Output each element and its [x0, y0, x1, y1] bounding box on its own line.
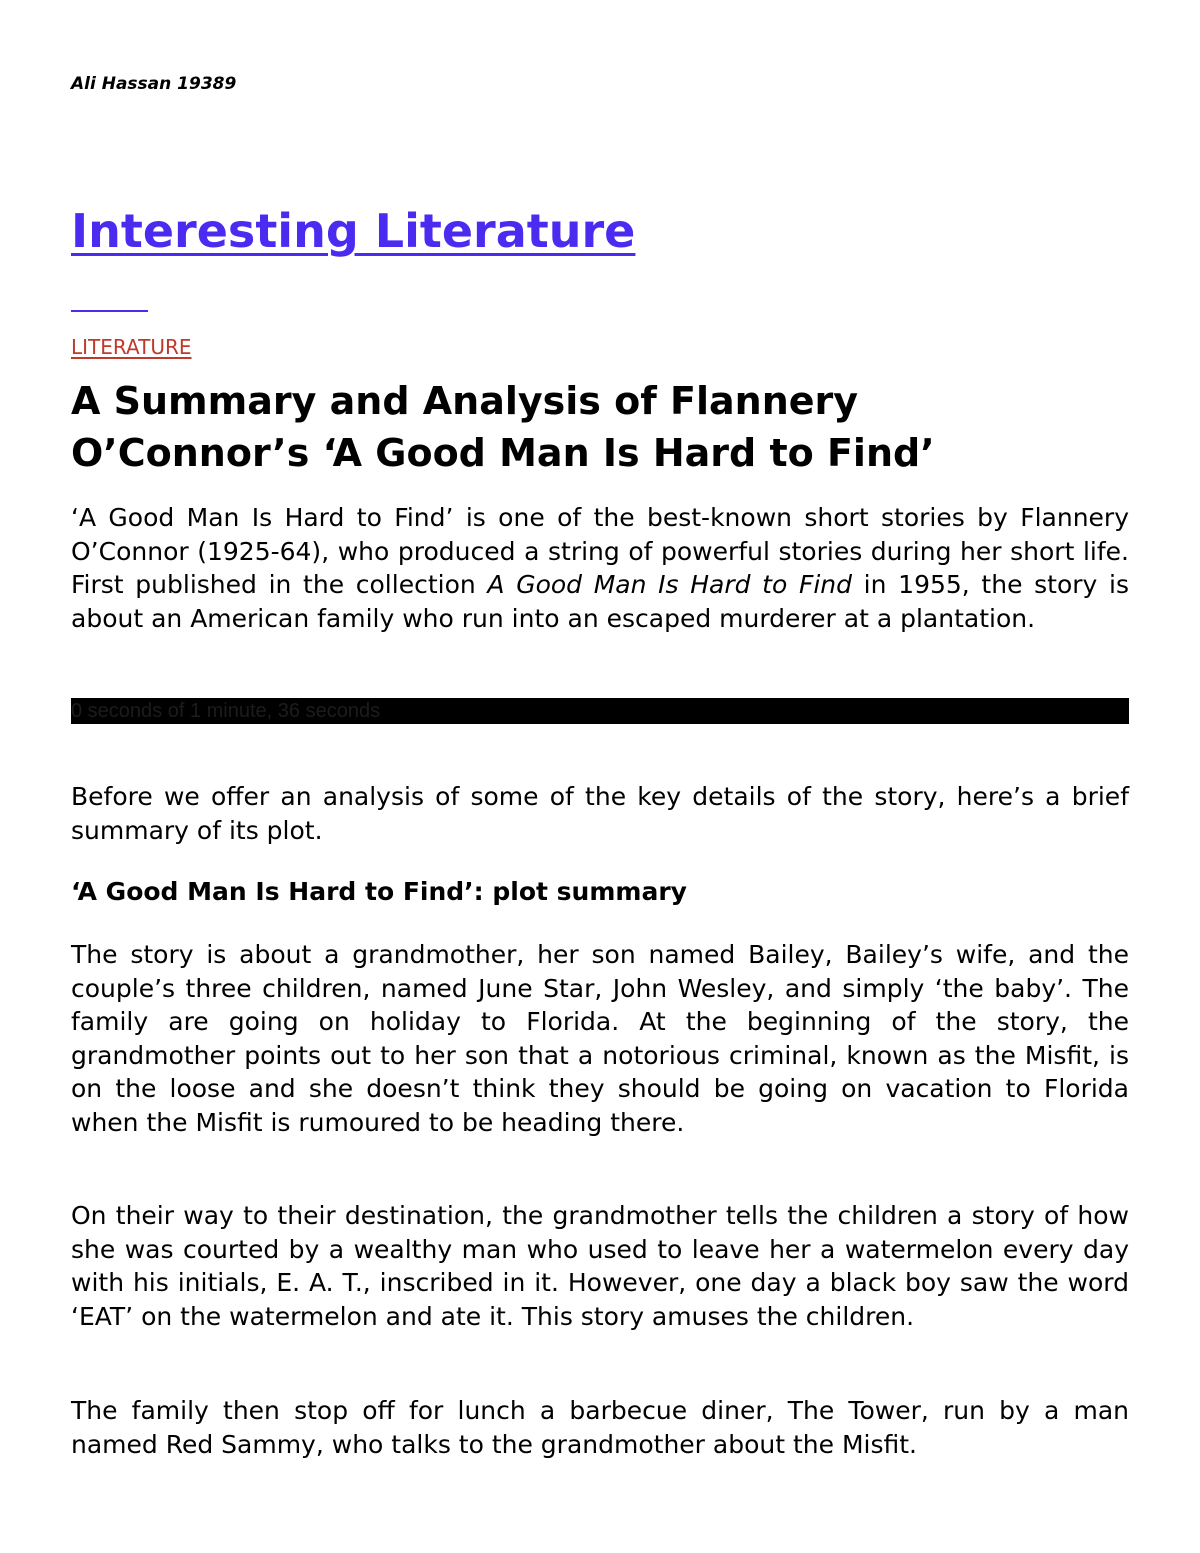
body-paragraph: The family then stop off for lunch a barbecue diner, The Tower, run by a man named Red Sammy, who talks to the grandmother about the Misfit. — [71, 1396, 1129, 1459]
intro-paragraph — [71, 501, 1129, 635]
intro-text-part-1: ‘A Good Man Is Hard to Find’ is one of the best-known short stories by Flannery O’Connor (1925-64), who produced a string of powerful stories during her short life. First published in the collection — [71, 503, 1129, 599]
collection-title: A Good Man Is Hard to Find — [487, 570, 852, 599]
article-headline — [71, 375, 1129, 479]
site-title-link[interactable]: Interesting Literature — [71, 204, 636, 258]
section-heading: ‘A Good Man Is Hard to Find’: plot summary — [71, 877, 687, 906]
title-divider — [71, 310, 148, 312]
headline-line-1: A Summary and Analysis of Flannery — [71, 379, 859, 423]
intro-text-part-2: in 1955, the story is about an American family who run into an escaped murderer at a plantation. — [71, 570, 1129, 633]
video-progress-label: 0 seconds of 1 minute, 36 seconds — [71, 700, 381, 722]
body-paragraph: On their way to their destination, the grandmother tells the children a story of how she was courted by a wealthy man who used to leave her a watermelon every day with his initials, E. A. T., inscribed in it. However, one day a black boy saw the word ‘EAT’ on the watermelon and ate it. This story amuses the children. — [71, 1201, 1129, 1331]
author-line: Ali Hassan 19389 — [71, 74, 237, 94]
transition-paragraph: Before we offer an analysis of some of the key details of the story, here’s a brief summary of its plot. — [71, 782, 1129, 845]
video-player[interactable] — [71, 698, 1129, 724]
category-link[interactable]: LITERATURE — [71, 335, 192, 359]
headline-line-2: O’Connor’s ‘A Good Man Is Hard to Find’ — [71, 431, 935, 475]
body-paragraph: The story is about a grandmother, her son named Bailey, Bailey’s wife, and the couple’s three children, named June Star, John Wesley, and simply ‘the baby’. The family are going on holiday to Florida. At the beginning of the story, the grandmother points out to her son that a notorious criminal, known as the Misfit, is on the loose and she doesn’t think they should be going on vacation to Florida when the Misfit is rumoured to be heading there. — [71, 940, 1129, 1137]
